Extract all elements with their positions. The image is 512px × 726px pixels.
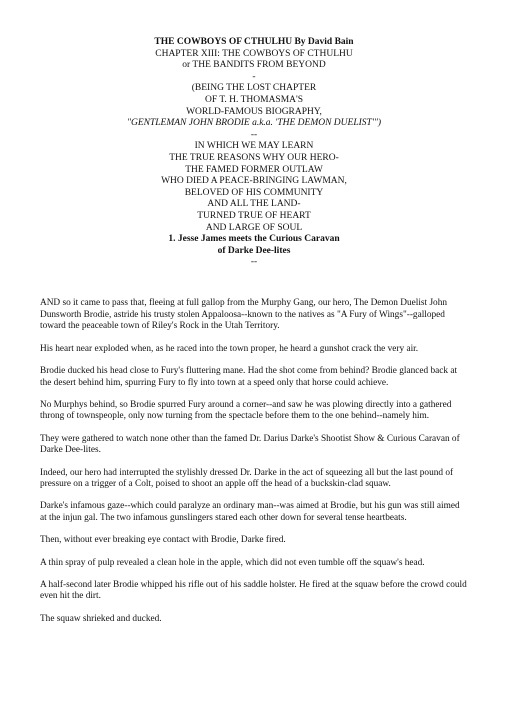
chapter-body <box>40 298 468 636</box>
header-line: (BEING THE LOST CHAPTER <box>191 83 317 94</box>
header-italic-line: "GENTLEMAN JOHN BRODIE a.k.a. 'THE DEMON DUELIST'") <box>126 118 381 129</box>
header-line: AND LARGE OF SOUL <box>205 222 303 233</box>
paragraph: Darke's infamous gaze--which could paralyze an ordinary man--was aimed at Brodie, but his gun was still aimed at the injun gal. The two infamous gunslingers stared each other down for several tense heartbeats. <box>40 501 460 524</box>
paragraph: They were gathered to watch none other than the famed Dr. Darius Darke's Shootist Show & Curious Caravan of Darke Dee-lites. <box>40 433 460 456</box>
section-title: 1. Jesse James meets the Curious Caravan <box>168 234 340 245</box>
paragraph: His heart near exploded when, as he raced into the town proper, he heard a gunshot crack the very air. <box>40 343 419 354</box>
header-line: WORLD-FAMOUS BIOGRAPHY, <box>186 106 322 117</box>
paragraph: Indeed, our hero had interrupted the stylishly dressed Dr. Darke in the act of squeezing all but the last pound of pressure on a trigger of a Colt, poised to shoot an apple off the head of a buckskin-clad squaw. <box>40 467 454 490</box>
header-line: AND ALL THE LAND- <box>207 199 301 210</box>
chapter-header <box>40 37 468 269</box>
paragraph: AND so it came to pass that, fleeing at full gallop from the Murphy Gang, our hero, The Demon Duelist John Dunsworth Brodie, astride his trusty stolen Appaloosa--known to the natives as "A Fury of Wings"--galloped toward the peaceable town of Riley's Rock in the Utah Territory. <box>40 298 448 332</box>
book-title: THE COWBOYS OF CTHULHU By David Bain <box>154 37 354 47</box>
header-line: - <box>252 71 256 82</box>
header-line: THE TRUE REASONS WHY OUR HERO- <box>169 152 339 163</box>
section-separator: -- <box>250 257 258 268</box>
paragraph: No Murphys behind, so Brodie spurred Fury around a corner--and saw he was plowing directly into a gathered throng of townspeople, only now turning from the spectacle before them to the one behind--namely him. <box>40 399 452 422</box>
paragraph: A thin spray of pulp revealed a clean hole in the apple, which did not even tumble off the squaw's head. <box>40 557 425 568</box>
header-line: CHAPTER XIII: THE COWBOYS OF CTHULHU <box>155 48 353 59</box>
section-title: of Darke Dee-lites <box>217 245 291 256</box>
header-line: WHO DIED A PEACE-BRINGING LAWMAN, <box>161 176 347 187</box>
header-line: OF T. H. THOMASMA'S <box>204 94 304 105</box>
paragraph: Then, without ever breaking eye contact with Brodie, Darke fired. <box>40 535 286 546</box>
paragraph: Brodie ducked his head close to Fury's fluttering mane. Had the shot come from behind? Brodie glanced back at the desert behind him, spurring Fury to fly into town at a speed only that horse could achieve. <box>40 365 458 388</box>
paragraph: A half-second later Brodie whipped his rifle out of his saddle holster. He fired at the squaw before the crowd could even hit the dirt. <box>40 579 467 602</box>
header-line: or THE BANDITS FROM BEYOND <box>182 60 326 71</box>
paragraph: The squaw shrieked and ducked. <box>40 613 162 624</box>
header-line: IN WHICH WE MAY LEARN <box>194 141 314 152</box>
header-line: THE FAMED FORMER OUTLAW <box>185 164 323 175</box>
header-line: BELOVED OF HIS COMMUNITY <box>184 187 324 198</box>
header-line: TURNED TRUE OF HEART <box>197 210 311 221</box>
header-line: -- <box>250 129 258 140</box>
